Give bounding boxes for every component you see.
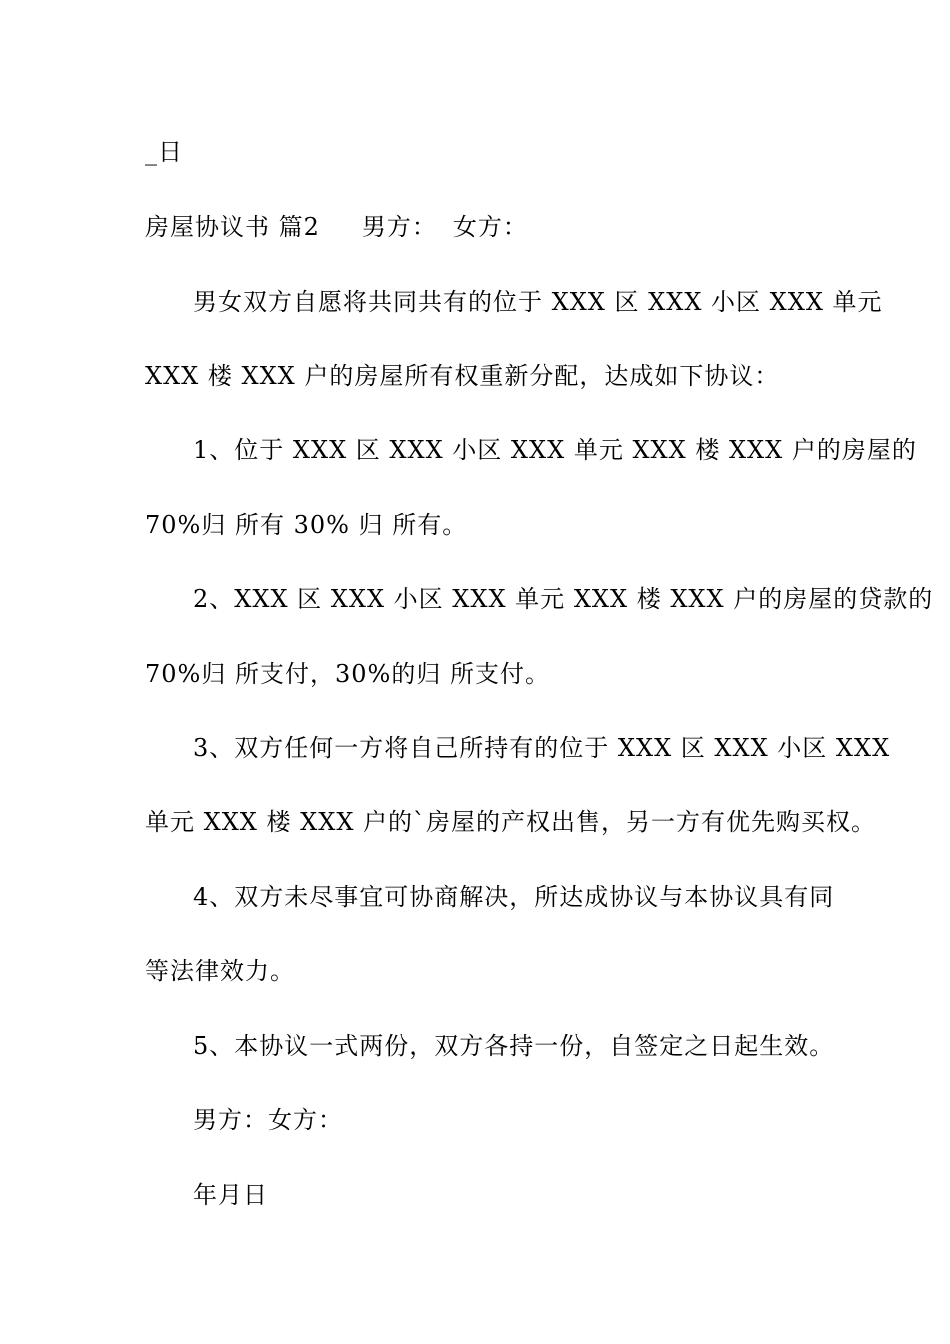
clause-5-line-1: 5、本协议一式两份，双方各持一份，自签定之日起生效。	[193, 1032, 835, 1060]
intro-line-1: 男女双方自愿将共同共有的位于 XXX 区 XXX 小区 XXX 单元	[193, 288, 883, 316]
heading-line	[145, 211, 528, 243]
clause-1-line-1: 1、位于 XXX 区 XXX 小区 XXX 单元 XXX 楼 XXX 户的房屋的	[193, 436, 917, 464]
clause-4-line-2: 等法律效力。	[145, 957, 295, 985]
top-fragment: _日	[145, 138, 183, 166]
clause-4-line-1: 4、双方未尽事宜可协商解决，所达成协议与本协议具有同	[193, 883, 835, 911]
party-male-label: 男方：	[361, 213, 437, 241]
clause-3-line-1: 3、双方任何一方将自己所持有的位于 XXX 区 XXX 小区 XXX	[193, 734, 891, 762]
intro-line-2: XXX 楼 XXX 户的房屋所有权重新分配，达成如下协议：	[145, 362, 780, 390]
signature-line: 男方：女方：	[193, 1106, 343, 1134]
clause-3-line-2: 单元 XXX 楼 XXX 户的`房屋的产权出售，另一方有优先购买权。	[145, 808, 877, 836]
clause-1-line-2: 70%归 所有 30% 归 所有。	[145, 511, 468, 539]
clause-2-line-2: 70%归 所支付，30%的归 所支付。	[145, 660, 550, 688]
date-line: 年月日	[193, 1181, 268, 1209]
party-female-label: 女方：	[452, 213, 528, 241]
clause-2-line-1: 2、XXX 区 XXX 小区 XXX 单元 XXX 楼 XXX 户的房屋的贷款的	[193, 585, 934, 613]
document-title: 房屋协议书 篇2	[145, 213, 320, 241]
